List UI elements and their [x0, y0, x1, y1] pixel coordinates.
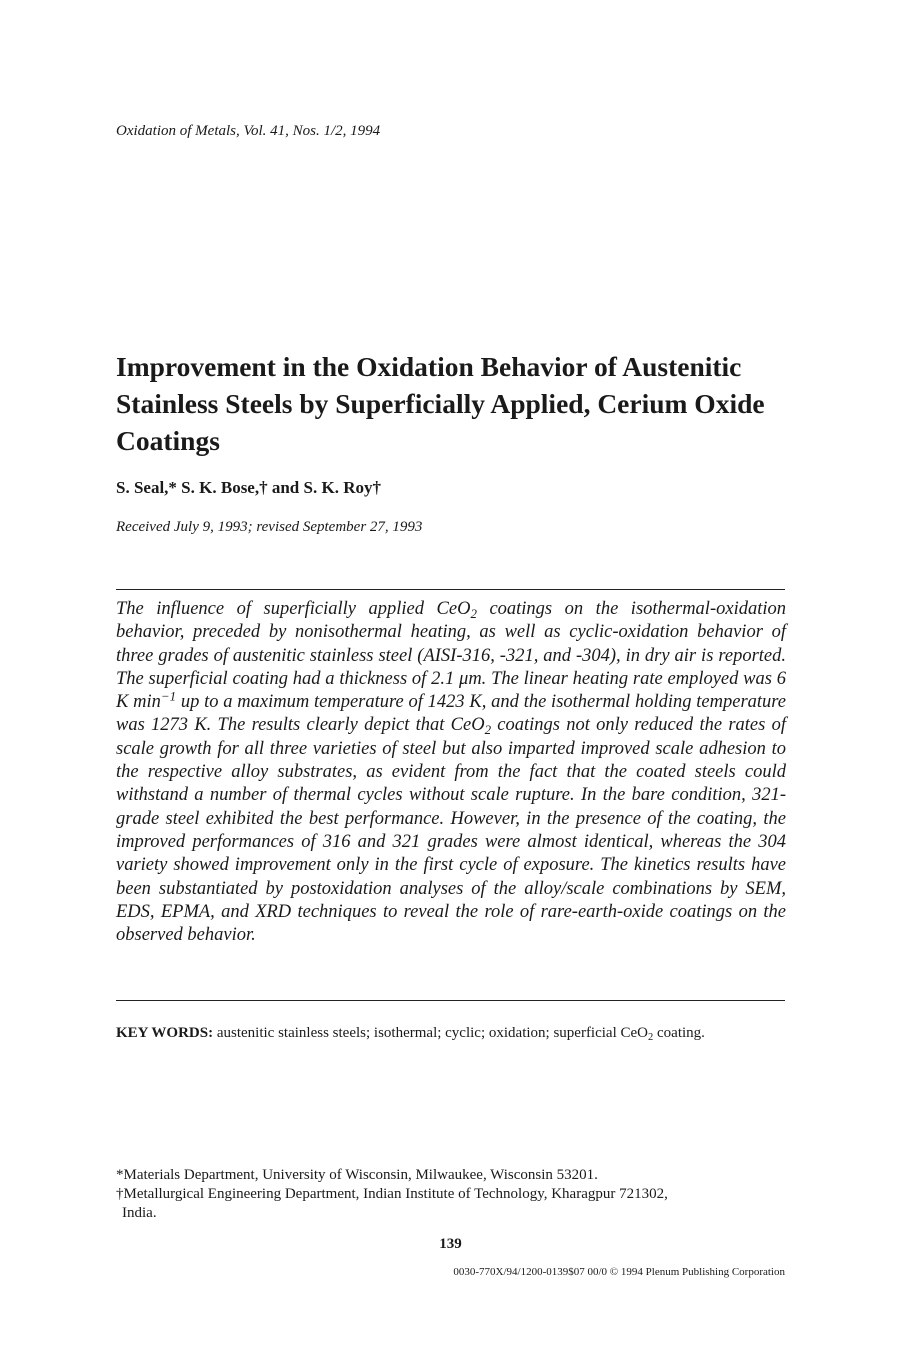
abstract-text-1: The influence of superficially applied CeO: [116, 599, 471, 619]
footnote-2-continued: India.: [122, 1205, 157, 1221]
footnote-1: *Materials Department, University of Wisconsin, Milwaukee, Wisconsin 53201.: [116, 1167, 598, 1183]
page-number: 139: [439, 1236, 462, 1252]
abstract-top-rule: [116, 589, 785, 590]
received-date: Received July 9, 1993; revised September 27, 1993: [116, 519, 423, 535]
abstract-text-4: coatings not only reduced the rates of scale growth for all three varieties of steel but also imparted improved scale adhesion to the respective alloy substrates, as evident from the fact that the coated steels could withstand a number of thermal cycles without scale rupture. In the bare condition, 321-grade steel exhibited the best performance. However, in the presence of the coating, the improved performances of 316 and 321 grades were almost identical, whereas the 304 variety showed improvement only in the first cycle of exposure. The kinetics results have been substantiated by postoxidation analyses of the alloy/scale combinations by SEM, EDS, EPMA, and XRD techniques to reveal the role of rare-earth-oxide coatings on the observed behavior.: [116, 715, 786, 946]
keywords-label: KEY WORDS:: [116, 1025, 214, 1041]
abstract-text-2: coatings on the isothermal-oxidation behavior, preceded by nonisothermal heating, as well as cyclic-oxidation behavior of three grades of austenitic stainless steel (AISI-316, -321, and -304), in dry air is reported. The superficial coating had a thickness of 2.1 μm. The linear heating rate employed was 6 K min: [116, 599, 786, 713]
keywords-text: austenitic stainless steels; isothermal; cyclic; oxidation; superficial CeO: [213, 1025, 648, 1041]
footnote-2: †Metallurgical Engineering Department, Indian Institute of Technology, Kharagpur 721302,: [116, 1186, 668, 1202]
journal-citation: Oxidation of Metals, Vol. 41, Nos. 1/2, 1994: [116, 123, 381, 139]
keywords-tail: coating.: [653, 1025, 705, 1041]
abstract-text-3: up to a maximum temperature of 1423 K, and the isothermal holding temperature was 1273 K. The results clearly depict that CeO: [116, 692, 787, 736]
paper-title: Improvement in the Oxidation Behavior of Austenitic Stainless Steels by Superficially Applied, Cerium Oxide Coatings: [116, 351, 765, 456]
abstract-bottom-rule: [116, 1000, 785, 1001]
abstract: [116, 598, 786, 947]
abstract-sup: −1: [160, 688, 177, 704]
copyright-line: 0030-770X/94/1200-0139$07 00/0 © 1994 Plenum Publishing Corporation: [453, 1266, 785, 1278]
authors: S. Seal,* S. K. Bose,† and S. K. Roy†: [116, 478, 381, 497]
keywords: [116, 1023, 786, 1043]
keywords-sub: 2: [648, 1032, 654, 1044]
abstract-sub-2: 2: [484, 722, 492, 738]
footnotes: [116, 1166, 786, 1223]
abstract-sub-1: 2: [470, 605, 477, 621]
